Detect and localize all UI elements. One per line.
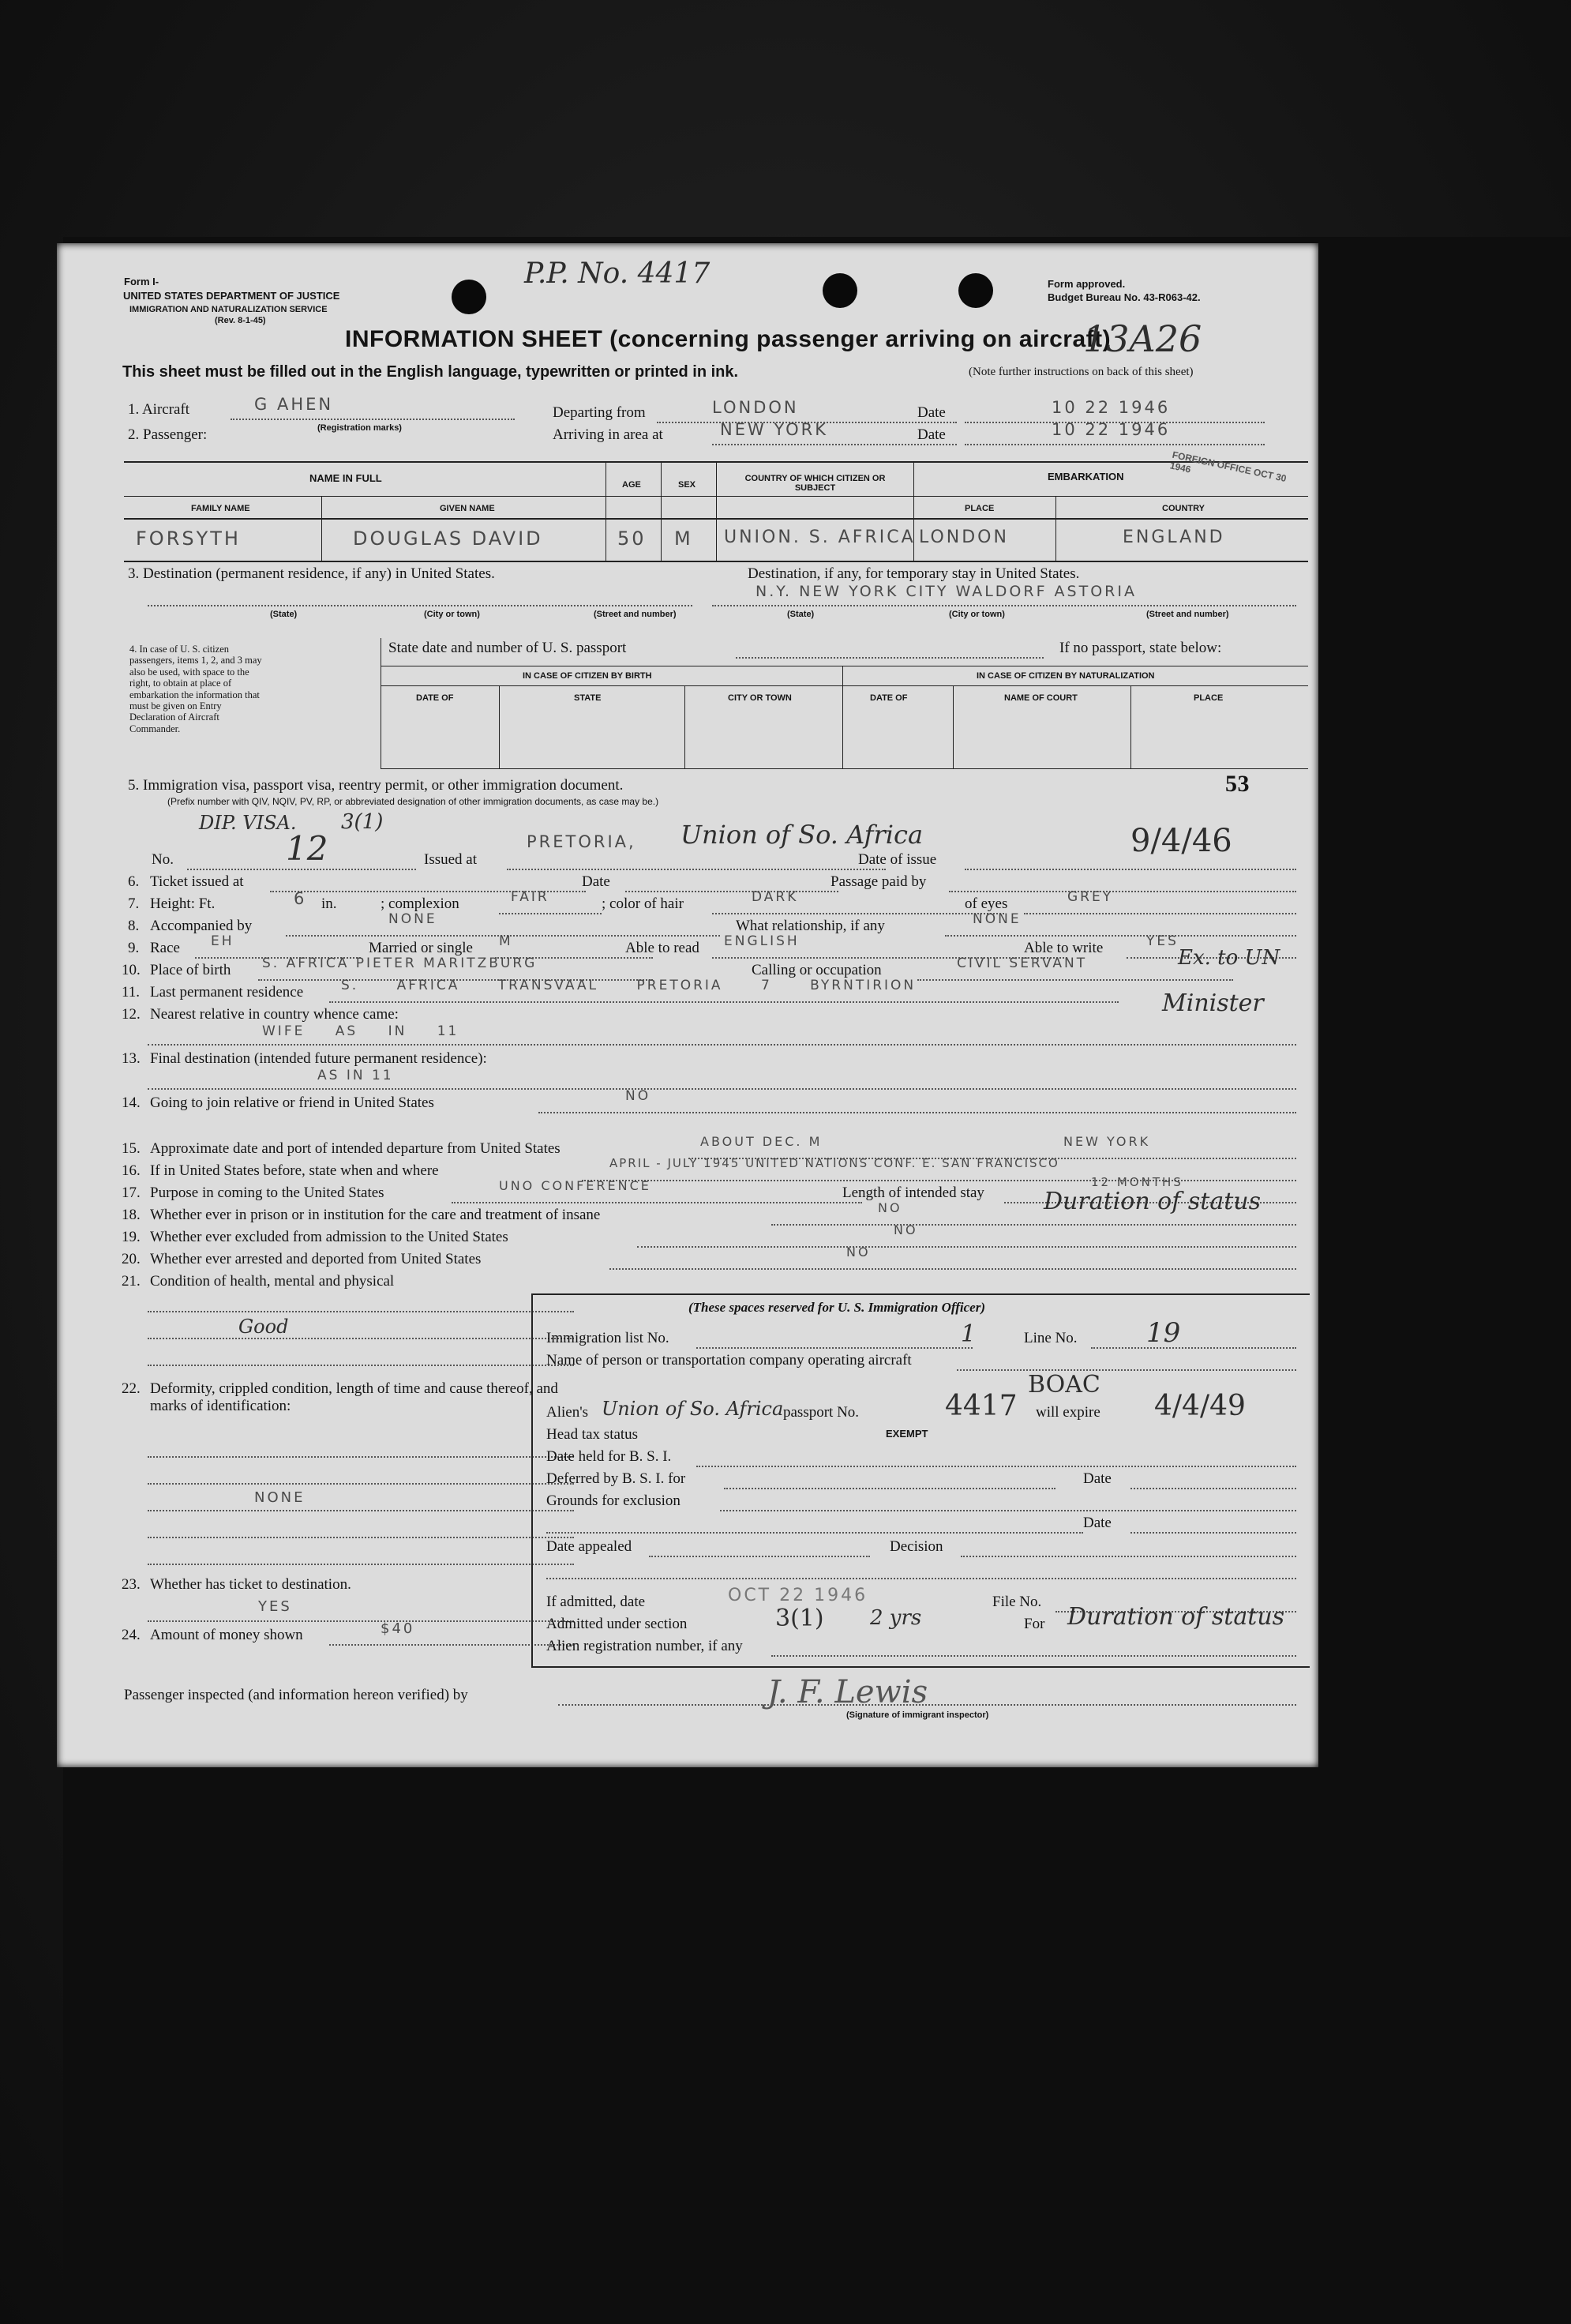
rule bbox=[842, 666, 843, 768]
col-date-of: DATE OF bbox=[870, 693, 908, 703]
rule bbox=[499, 685, 500, 768]
departure-label: Approximate date and port of intended departure from United States bbox=[150, 1140, 561, 1157]
date-label: Date bbox=[917, 404, 946, 421]
issued-at-value: PRETORIA, bbox=[527, 832, 636, 851]
visa-label: 5. Immigration visa, passport visa, reentry permit, or other immigration document. bbox=[128, 777, 624, 794]
money-value: $40 bbox=[381, 1620, 415, 1637]
dotted-line bbox=[649, 1556, 870, 1557]
embarkation-header: EMBARKATION bbox=[1048, 471, 1124, 482]
ticket-destination-label: Whether has ticket to destination. bbox=[150, 1576, 351, 1593]
arriving-value: NEW YORK bbox=[720, 420, 828, 439]
line24-number: 24. bbox=[122, 1627, 141, 1643]
rule bbox=[661, 461, 662, 561]
dotted-line bbox=[148, 1338, 574, 1339]
signature-caption: (Signature of immigrant inspector) bbox=[846, 1710, 989, 1720]
line13-number: 13. bbox=[122, 1050, 141, 1067]
line7-number: 7. bbox=[128, 895, 140, 912]
line22-number: 22. bbox=[122, 1380, 141, 1397]
visa-subcaption: (Prefix number with QIV, NQIV, PV, RP, or abbreviated designation of other immigration documents, as case may be.) bbox=[167, 796, 659, 807]
relative-value: WIFE AS IN 11 bbox=[262, 1023, 459, 1039]
form-instruction: This sheet must be filled out in the English language, typewritten or printed in ink. bbox=[122, 363, 739, 381]
dotted-line bbox=[771, 1655, 1296, 1657]
dotted-line bbox=[736, 657, 1044, 659]
place-header: PLACE bbox=[965, 504, 995, 513]
married-value: M bbox=[499, 933, 513, 949]
dotted-line bbox=[917, 979, 1233, 981]
date-of-issue-value: 9/4/46 bbox=[1130, 823, 1232, 859]
birth-header: IN CASE OF CITIZEN BY BIRTH bbox=[523, 671, 652, 681]
line-no-label: Line No. bbox=[1024, 1330, 1078, 1346]
complexion-label: ; complexion bbox=[381, 895, 459, 912]
foreign-office-stamp: FOREIGN OFFICE OCT 30 1946 bbox=[1168, 449, 1288, 485]
dotted-line bbox=[148, 1620, 574, 1622]
date-of-issue-label: Date of issue bbox=[858, 851, 937, 868]
date-label: Date bbox=[582, 873, 610, 890]
dotted-line bbox=[231, 419, 515, 420]
col-place: PLACE bbox=[1194, 693, 1224, 703]
dotted-line bbox=[712, 444, 957, 445]
hair-value: DARK bbox=[752, 889, 799, 905]
write-value: YES bbox=[1146, 933, 1179, 949]
visa-class: 3(1) bbox=[341, 810, 384, 834]
issued-country: Union of So. Africa bbox=[681, 820, 924, 850]
see-notice: (Note further instructions on back of this sheet) bbox=[969, 366, 1194, 378]
agency-name: UNITED STATES DEPARTMENT OF JUSTICE bbox=[123, 290, 340, 302]
head-tax-value: EXEMPT bbox=[886, 1428, 928, 1440]
no-passport-label: If no passport, state below: bbox=[1059, 640, 1222, 656]
height-label: Height: Ft. bbox=[150, 895, 216, 912]
deported-label: Whether ever arrested and deported from United States bbox=[150, 1251, 482, 1267]
line17-number: 17. bbox=[122, 1185, 141, 1201]
dotted-line bbox=[957, 1369, 1296, 1371]
previous-visit-value: APRIL - JULY 1945 UNITED NATIONS CONF. E. SAN FRANCISCO bbox=[609, 1156, 1059, 1170]
hair-label: ; color of hair bbox=[602, 895, 684, 912]
admitted-date-value: OCT 22 1946 bbox=[728, 1586, 868, 1605]
page-number: 53 bbox=[1225, 771, 1250, 797]
expire-label: will expire bbox=[1036, 1404, 1100, 1421]
line12-number: 12. bbox=[122, 1006, 141, 1023]
rule bbox=[321, 496, 322, 561]
height-in-label: in. bbox=[321, 895, 337, 912]
dotted-line bbox=[712, 605, 1296, 606]
prison-label: Whether ever in prison or in institution for the care and treatment of insane bbox=[150, 1207, 601, 1223]
length-stay-extra: Duration of status bbox=[1044, 1188, 1261, 1215]
given-name-value: DOUGLAS DAVID bbox=[353, 527, 543, 550]
for-label: For bbox=[1024, 1616, 1045, 1632]
country-header: COUNTRY OF WHICH CITIZEN OR SUBJECT bbox=[744, 474, 886, 493]
embark-place-value: LONDON bbox=[919, 527, 1009, 547]
relative-label: Nearest relative in country whence came: bbox=[150, 1006, 399, 1023]
race-label: Race bbox=[150, 940, 180, 956]
eyes-label: of eyes bbox=[965, 895, 1008, 912]
aircraft-label: 1. Aircraft bbox=[128, 401, 190, 418]
col-city: CITY OR TOWN bbox=[728, 693, 792, 703]
col-date-of: DATE OF bbox=[416, 693, 454, 703]
admitted-section-label: Admitted under section bbox=[546, 1616, 688, 1632]
height-ft-value: 6 bbox=[294, 889, 307, 908]
rule bbox=[381, 768, 1308, 769]
last-residence-label: Last permanent residence bbox=[150, 984, 304, 1001]
passport-no-value: 4417 bbox=[945, 1390, 1018, 1422]
last-residence-value: S. AFRICA TRANSVAAL PRETORIA 7 BYRNTIRION bbox=[341, 978, 917, 993]
final-destination-value: AS IN 11 bbox=[317, 1068, 394, 1083]
dotted-line bbox=[148, 1537, 574, 1538]
line9-number: 9. bbox=[128, 940, 140, 956]
health-label: Condition of health, mental and physical bbox=[150, 1273, 395, 1290]
state-caption: (State) bbox=[787, 610, 815, 619]
birth-place-value: S. AFRICA PIETER MARITZBURG bbox=[262, 956, 538, 971]
deported-value: NO bbox=[846, 1245, 871, 1260]
dotted-line bbox=[538, 1112, 1296, 1113]
dotted-line bbox=[148, 1456, 574, 1458]
line18-number: 18. bbox=[122, 1207, 141, 1223]
officer-header: (These spaces reserved for U. S. Immigration Officer) bbox=[688, 1300, 986, 1315]
embark-country-value: ENGLAND bbox=[1123, 527, 1225, 547]
rule bbox=[381, 685, 1308, 686]
dotted-line bbox=[546, 1578, 1296, 1579]
form-number: Form I- bbox=[124, 276, 159, 287]
line14-number: 14. bbox=[122, 1094, 141, 1111]
admitted-date-label: If admitted, date bbox=[546, 1594, 646, 1610]
join-relative-label: Going to join relative or friend in United States bbox=[150, 1094, 434, 1111]
deferred-date-label: Date bbox=[1083, 1470, 1112, 1487]
dotted-line bbox=[1024, 913, 1296, 914]
purpose-value: UNO CONFERENCE bbox=[499, 1178, 651, 1193]
line15-number: 15. bbox=[122, 1140, 141, 1157]
line10-number: 10. bbox=[122, 962, 141, 978]
dotted-line bbox=[961, 1556, 1296, 1557]
family-name-header: FAMILY NAME bbox=[191, 504, 250, 513]
sex-header: SEX bbox=[678, 480, 696, 490]
departing-date: 10 22 1946 bbox=[1052, 398, 1171, 417]
temp-destination-label: Destination, if any, for temporary stay in United States. bbox=[748, 565, 1080, 582]
punch-hole bbox=[452, 280, 486, 314]
street-caption: (Street and number) bbox=[1146, 610, 1229, 619]
col-court: NAME OF COURT bbox=[1004, 693, 1078, 703]
departure-port: NEW YORK bbox=[1063, 1134, 1151, 1149]
excluded-value: NO bbox=[894, 1222, 918, 1237]
rule bbox=[124, 561, 1308, 562]
company-value: BOAC bbox=[1028, 1371, 1100, 1399]
inspected-label: Passenger inspected (and information hereon verified) by bbox=[124, 1687, 468, 1703]
dip-visa: DIP. VISA. bbox=[199, 812, 297, 834]
registration-label: Alien registration number, if any bbox=[546, 1638, 743, 1654]
departing-label: Departing from bbox=[553, 404, 646, 421]
form-title: INFORMATION SHEET (concerning passenger arriving on aircraft) bbox=[345, 326, 1112, 352]
dotted-line bbox=[965, 869, 1296, 870]
dotted-line bbox=[148, 1311, 574, 1312]
visa-number: 12 bbox=[286, 829, 328, 868]
occupation-extra: Ex. to UN bbox=[1178, 946, 1280, 970]
excluded-label: Whether ever excluded from admission to the United States bbox=[150, 1229, 508, 1245]
married-label: Married or single bbox=[369, 940, 473, 956]
dotted-line bbox=[771, 1224, 1296, 1226]
name-in-full-header: NAME IN FULL bbox=[309, 472, 382, 484]
rule bbox=[684, 685, 685, 768]
list-no-value: 1 bbox=[961, 1320, 977, 1348]
dotted-line bbox=[546, 1532, 1083, 1534]
street-caption: (Street and number) bbox=[594, 610, 677, 619]
prison-value: NO bbox=[878, 1200, 902, 1215]
passage-paid-label: Passage paid by bbox=[830, 873, 927, 890]
occupation-label: Calling or occupation bbox=[752, 962, 882, 978]
line-no-value: 19 bbox=[1146, 1317, 1181, 1349]
dotted-line bbox=[637, 1246, 1296, 1248]
dotted-line bbox=[499, 913, 602, 914]
grounds-label: Grounds for exclusion bbox=[546, 1492, 681, 1509]
arriving-label: Arriving in area at bbox=[553, 426, 663, 443]
line19-number: 19. bbox=[122, 1229, 141, 1245]
departing-value: LONDON bbox=[712, 398, 799, 417]
deformity-value: NONE bbox=[254, 1489, 306, 1506]
deferred-label: Deferred by B. S. I. for bbox=[546, 1470, 686, 1487]
file-no-label: File No. bbox=[992, 1594, 1042, 1610]
dotted-line bbox=[507, 869, 886, 870]
line20-number: 20. bbox=[122, 1251, 141, 1267]
dotted-line bbox=[720, 1510, 1296, 1511]
dotted-line bbox=[148, 1483, 574, 1485]
age-value: 50 bbox=[617, 527, 647, 550]
information-sheet bbox=[57, 243, 1318, 1767]
company-label: Name of person or transportation company operating aircraft bbox=[546, 1352, 912, 1368]
dotted-line bbox=[1130, 1488, 1296, 1489]
admitted-section-value: 3(1) bbox=[775, 1605, 824, 1632]
us-citizen-note: 4. In case of U. S. citizen passengers, items 1, 2, and 3 may also be used, with space to the right, to obtain at place of embarkation the information that must be given on Entry Declaration of Aircraft Commander. bbox=[129, 644, 262, 734]
dotted-line bbox=[625, 891, 838, 892]
temp-destination-value: N.Y. NEW YORK CITY WALDORF ASTORIA bbox=[756, 583, 1137, 600]
decision-label: Decision bbox=[890, 1538, 943, 1555]
race-value: EH bbox=[211, 933, 234, 949]
naturalization-header: IN CASE OF CITIZEN BY NATURALIZATION bbox=[977, 671, 1155, 681]
col-state: STATE bbox=[574, 693, 602, 703]
line11-number: 11. bbox=[122, 984, 141, 1001]
deformity-label: Deformity, crippled condition, length of time and cause thereof, and marks of identification: bbox=[150, 1380, 558, 1414]
money-label: Amount of money shown bbox=[150, 1627, 303, 1643]
read-value: ENGLISH bbox=[724, 933, 800, 949]
country2-header: COUNTRY bbox=[1162, 504, 1205, 513]
issued-at-label: Issued at bbox=[424, 851, 478, 868]
dotted-line bbox=[965, 444, 1265, 445]
budget-bureau: Budget Bureau No. 43-R063-42. bbox=[1048, 291, 1201, 303]
write-label: Able to write bbox=[1024, 940, 1104, 956]
read-label: Able to read bbox=[625, 940, 699, 956]
dotted-line bbox=[148, 1510, 574, 1511]
dotted-line bbox=[724, 1488, 1055, 1489]
departure-value: ABOUT DEC. M bbox=[700, 1134, 823, 1149]
country-value: UNION. S. AFRICA bbox=[724, 527, 916, 547]
purpose-label: Purpose in coming to the United States bbox=[150, 1185, 384, 1201]
relationship-label: What relationship, if any bbox=[736, 918, 885, 934]
family-name-value: FORSYTH bbox=[136, 527, 241, 550]
previous-visit-label: If in United States before, state when and where bbox=[150, 1162, 439, 1179]
residence-extra: Minister bbox=[1162, 989, 1264, 1017]
dotted-line bbox=[1091, 1347, 1296, 1349]
dotted-line bbox=[148, 1564, 574, 1565]
aircraft-value: G AHEN bbox=[254, 395, 334, 414]
punch-hole bbox=[958, 273, 993, 308]
agency-service: IMMIGRATION AND NATURALIZATION SERVICE bbox=[129, 305, 328, 314]
city-caption: (City or town) bbox=[424, 610, 480, 619]
birth-place-label: Place of birth bbox=[150, 962, 231, 978]
expire-value: 4/4/49 bbox=[1154, 1390, 1246, 1422]
dotted-line bbox=[148, 1044, 1296, 1046]
us-passport-label: State date and number of U. S. passport bbox=[388, 640, 627, 656]
occupation-value: CIVIL SERVANT bbox=[957, 956, 1088, 971]
dotted-line bbox=[148, 1365, 574, 1366]
line21-number: 21. bbox=[122, 1273, 141, 1290]
dotted-line bbox=[148, 605, 692, 606]
complexion-value: FAIR bbox=[511, 889, 549, 905]
line8-number: 8. bbox=[128, 918, 140, 934]
form-revision: (Rev. 8-1-45) bbox=[215, 316, 266, 325]
appealed-label: Date appealed bbox=[546, 1538, 632, 1555]
alien-value: Union of So. Africa bbox=[602, 1398, 784, 1420]
rule bbox=[716, 461, 717, 561]
admitted-section-extra: 2 yrs bbox=[870, 1606, 922, 1630]
dotted-line bbox=[696, 1466, 1296, 1467]
dotted-line bbox=[187, 869, 416, 870]
dotted-line bbox=[609, 1268, 1296, 1270]
dotted-line bbox=[945, 935, 1296, 937]
alien-label: Alien's bbox=[546, 1404, 589, 1421]
dotted-line bbox=[582, 1180, 1296, 1181]
line23-number: 23. bbox=[122, 1576, 141, 1593]
registration-caption: (Registration marks) bbox=[317, 423, 402, 433]
health-value: Good bbox=[238, 1316, 289, 1338]
length-stay-value: 12 MONTHS bbox=[1091, 1175, 1183, 1189]
dotted-line bbox=[949, 891, 1296, 892]
ticket-destination-value: YES bbox=[258, 1598, 292, 1615]
grounds-date-label: Date bbox=[1083, 1515, 1112, 1531]
accompanied-value: NONE bbox=[388, 911, 437, 927]
dotted-line bbox=[329, 1001, 1119, 1003]
rule bbox=[1130, 685, 1131, 768]
line6-number: 6. bbox=[128, 873, 140, 890]
code-annotation: 13A26 bbox=[1083, 317, 1202, 360]
for-value: Duration of status bbox=[1067, 1603, 1284, 1631]
inspector-signature: J. F. Lewis bbox=[767, 1674, 928, 1710]
eyes-value: GREY bbox=[1067, 889, 1114, 905]
form-approved: Form approved. bbox=[1048, 278, 1126, 290]
sex-value: M bbox=[674, 527, 693, 550]
relationship-value: NONE bbox=[973, 911, 1022, 927]
dotted-line bbox=[452, 1202, 862, 1203]
head-tax-label: Head tax status bbox=[546, 1426, 639, 1443]
length-stay-label: Length of intended stay bbox=[842, 1185, 984, 1201]
no-label: No. bbox=[152, 851, 174, 868]
pp-number-annotation: P.P. No. 4417 bbox=[524, 257, 711, 290]
ticket-issued-label: Ticket issued at bbox=[150, 873, 244, 890]
accompanied-label: Accompanied by bbox=[150, 918, 253, 934]
dotted-line bbox=[1130, 1532, 1296, 1534]
date-label: Date bbox=[917, 426, 946, 443]
state-caption: (State) bbox=[270, 610, 298, 619]
join-relative-value: NO bbox=[625, 1088, 651, 1104]
city-caption: (City or town) bbox=[949, 610, 1005, 619]
dotted-line bbox=[696, 1347, 973, 1349]
rule bbox=[1055, 496, 1056, 561]
punch-hole bbox=[823, 273, 857, 308]
destination-label: 3. Destination (permanent residence, if any) in United States. bbox=[128, 565, 495, 582]
rule bbox=[953, 685, 954, 768]
final-destination-label: Final destination (intended future permanent residence): bbox=[150, 1050, 487, 1067]
bsi-held-label: Date held for B. S. I. bbox=[546, 1448, 672, 1465]
line16-number: 16. bbox=[122, 1162, 141, 1179]
list-no-label: Immigration list No. bbox=[546, 1330, 669, 1346]
age-header: AGE bbox=[622, 480, 641, 490]
given-name-header: GIVEN NAME bbox=[440, 504, 495, 513]
arrival-date: 10 22 1946 bbox=[1052, 420, 1171, 439]
dotted-line bbox=[148, 1088, 1296, 1090]
passenger-label: 2. Passenger: bbox=[128, 426, 208, 443]
passport-no-label: passport No. bbox=[783, 1404, 860, 1421]
dotted-line bbox=[712, 913, 1004, 914]
